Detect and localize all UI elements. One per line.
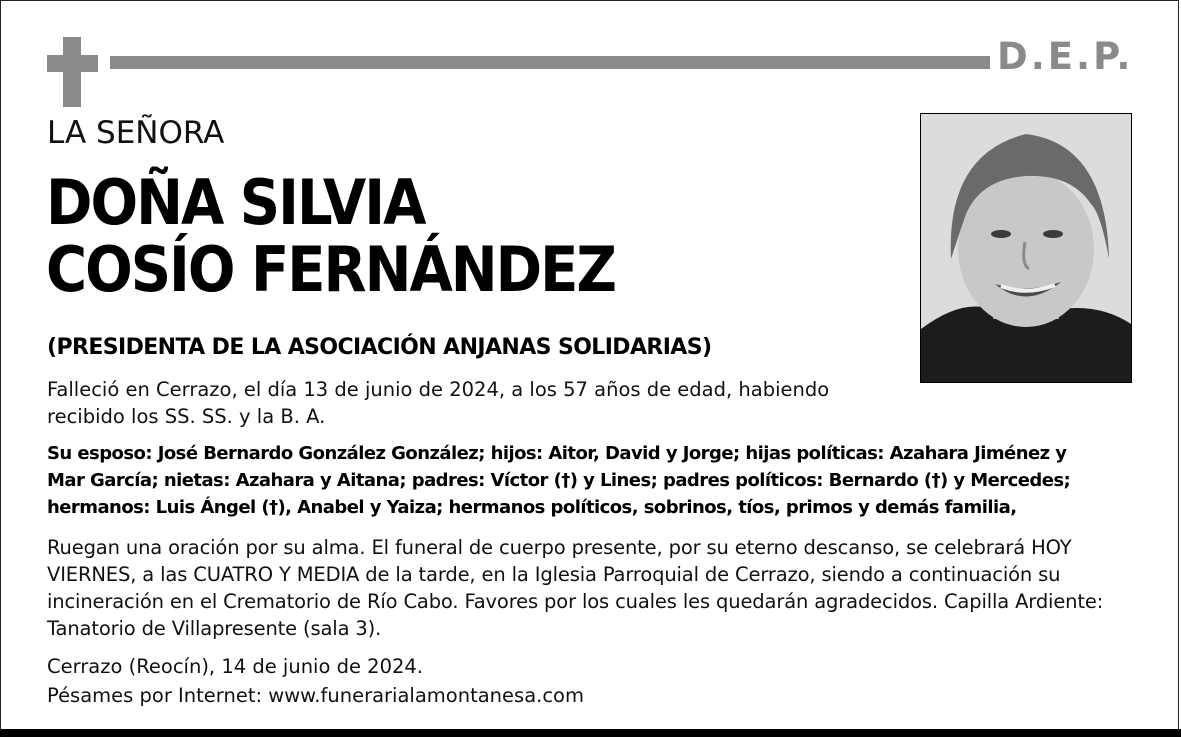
death-notice-line: recibido los SS. SS. y la B. A. — [47, 405, 326, 428]
cross-icon — [63, 37, 81, 107]
family-list — [47, 440, 1147, 521]
portrait-image — [921, 114, 1131, 382]
funeral-line: VIERNES, a las CUATRO Y MEDIA de la tarde, en la Iglesia Parroquial de Cerrazo, siendo a continuación su — [47, 563, 1061, 586]
deceased-position: (PRESIDENTA DE LA ASOCIACIÓN ANJANAS SOLIDARIAS) — [47, 335, 712, 360]
honorific: LA SEÑORA — [47, 115, 225, 151]
header-rule — [110, 56, 990, 69]
funeral-line: Ruegan una oración por su alma. El funeral de cuerpo presente, por su eterno descanso, se celebrará HOY — [47, 536, 1072, 559]
funeral-line: Tanatorio de Villapresente (sala 3). — [47, 617, 382, 640]
funeral-details — [47, 534, 1147, 642]
deceased-name — [46, 166, 616, 307]
cross-icon-arm — [47, 55, 98, 72]
death-notice — [47, 376, 847, 430]
death-notice-line: Falleció en Cerrazo, el día 13 de junio de 2024, a los 57 años de edad, habiendo — [47, 378, 830, 401]
name-line-1: DOÑA SILVIA — [46, 166, 425, 240]
portrait-photo — [920, 113, 1132, 383]
place-date: Cerrazo (Reocín), 14 de junio de 2024. — [47, 655, 423, 678]
family-line: Mar García; nietas: Azahara y Aitana; padres: Víctor (†) y Lines; padres políticos: Bernardo (†) y Mercedes; — [47, 470, 1071, 491]
name-line-2: COSÍO FERNÁNDEZ — [46, 233, 616, 307]
family-line: hermanos: Luis Ángel (†), Anabel y Yaiza; hermanos políticos, sobrinos, tíos, primos y demás familia, — [47, 497, 1017, 518]
condolences-link: Pésames por Internet: www.funerarialamontanesa.com — [47, 684, 584, 707]
funeral-line: incineración en el Crematorio de Río Cabo. Favores por los cuales les quedarán agradecidos. Capilla Ardiente: — [47, 590, 1104, 613]
dep-label: D.E.P. — [997, 35, 1134, 78]
family-line: Su esposo: José Bernardo González González; hijos: Aitor, David y Jorge; hijas políticas: Azahara Jiménez y — [47, 443, 1067, 464]
bottom-rule — [0, 729, 1181, 737]
